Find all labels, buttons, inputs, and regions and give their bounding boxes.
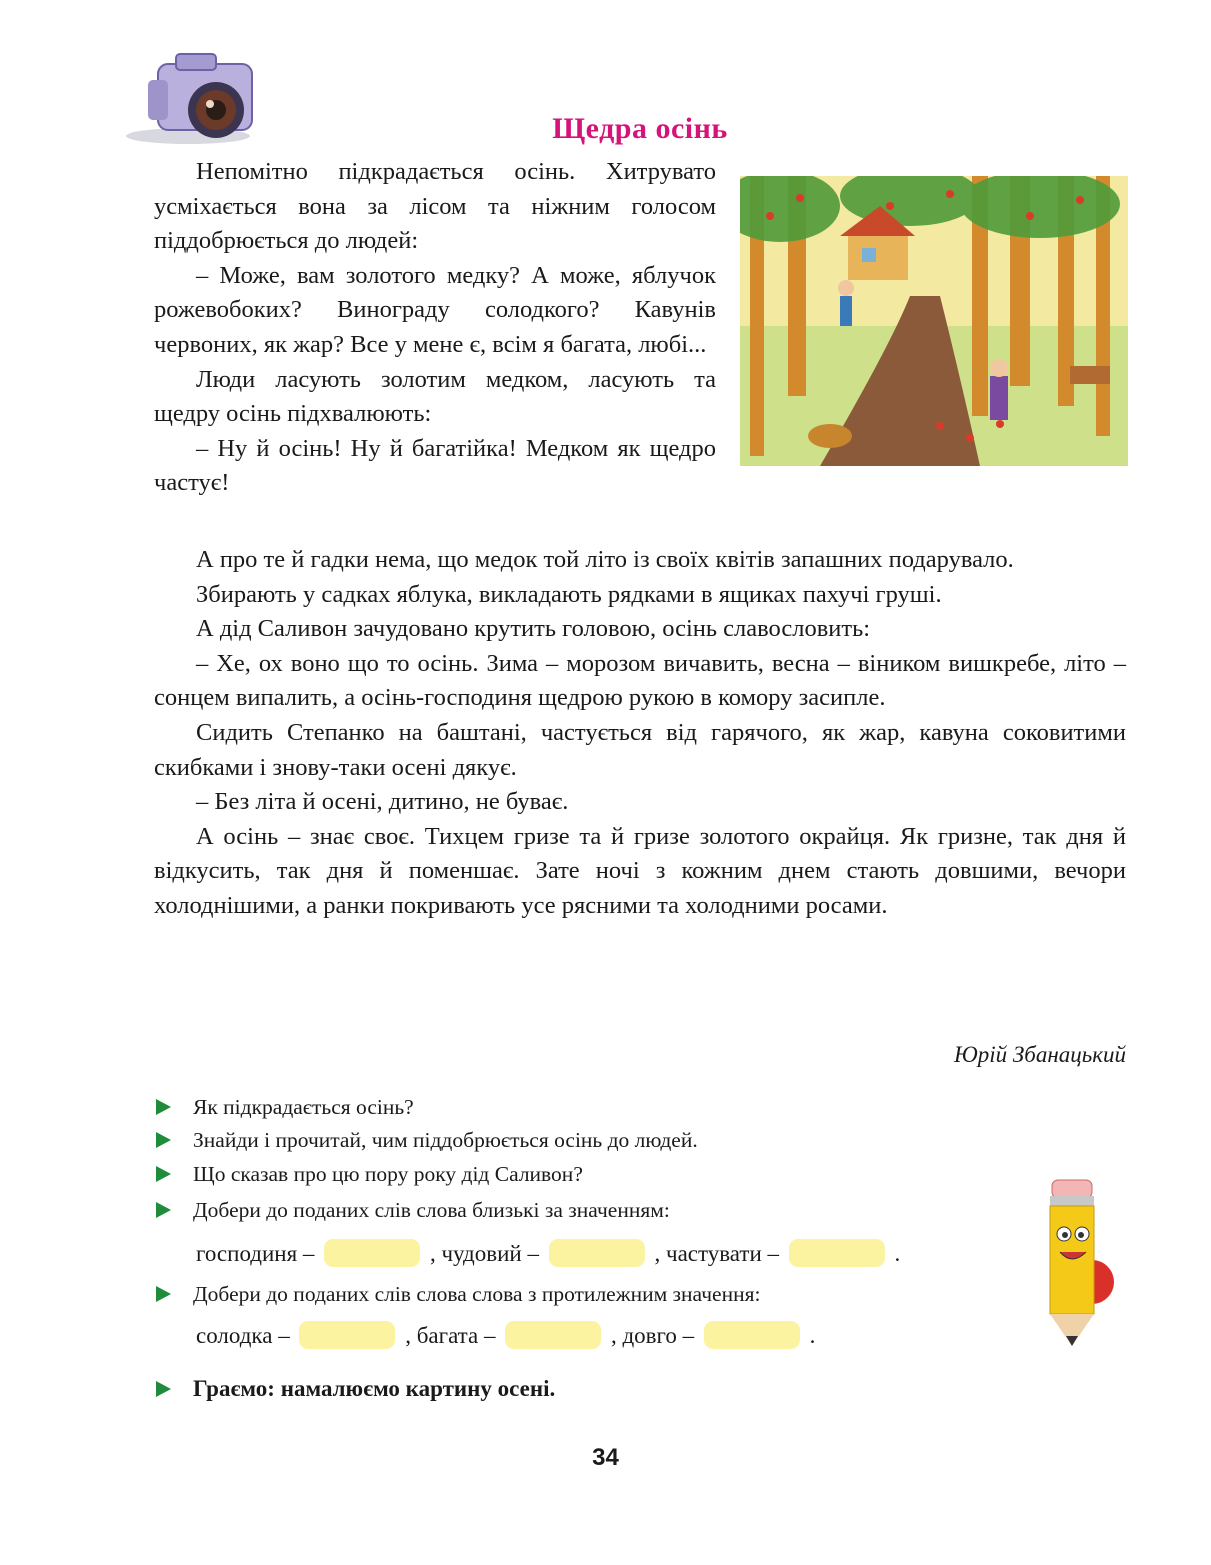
arrow-icon [156,1286,171,1302]
story-paragraph: А про те й гадки нема, що медок той літо із своїх квітів запашних подарувало. [196,546,1014,573]
arrow-icon [156,1381,171,1397]
question-item [156,1196,670,1224]
answer-blank[interactable] [789,1239,885,1267]
question-text: Як підкрадається осінь? [193,1095,414,1119]
arrow-icon [156,1099,171,1115]
answer-blank[interactable] [299,1321,395,1349]
story-paragraph: Збирають у садках яблука, викладають рядками в ящиках пахучі груші. [196,580,942,608]
answer-blank[interactable] [704,1321,800,1349]
autumn-garden-illustration [740,176,1128,466]
question-text: Що сказав про цю пору року дід Саливон? [193,1162,583,1186]
word-label: солодка – [196,1323,290,1348]
story-paragraph: Люди ласують золотим медком, ласують та щедру осінь підхвалюють: [154,365,716,428]
answer-blank[interactable] [549,1239,645,1267]
story-text-narrow [154,155,716,501]
arrow-icon [156,1202,171,1218]
story-paragraph: – Хе, ох воно що то осінь. Зима – морозом вичавить, весна – віником вишкребе, літо – сонцем випалить, а осінь-господиня щедрою рукою в комору засипле. [154,649,1126,712]
question-item [156,1093,414,1121]
word-label: , довго – [610,1323,695,1348]
story-paragraph: А дід Саливон зачудовано крутить головою, осінь славословить: [196,615,871,643]
story-paragraph: – Може, вам золотого медку? А може, яблучок рожевобоких? Винограду солодкого? Кавунів червоних, як жар? Все у мене є, всім я багата, любі... [154,261,716,358]
word-label: . [809,1323,816,1348]
question-item [156,1126,698,1154]
page-number: 34 [592,1444,619,1471]
camera-icon [118,50,268,148]
question-text: Добери до поданих слів слова близькі за значенням: [193,1198,670,1222]
word-label: , чудовий – [429,1241,539,1266]
pencil-mascot-icon [1030,1178,1114,1350]
synonyms-row [196,1239,900,1267]
arrow-icon [156,1132,171,1148]
story-paragraph: Непомітно підкрадається осінь. Хитрувато усміхається вона за лісом та ніжним голосом піддобрюється до людей: [154,158,716,255]
question-text: Добери до поданих слів слова слова з протилежним значення: [193,1282,761,1306]
antonyms-row [196,1321,815,1349]
answer-blank[interactable] [324,1239,420,1267]
word-label: , багата – [405,1323,496,1348]
page-title: Щедра осінь [552,112,728,145]
word-label: , частувати – [654,1241,780,1266]
story-paragraph: – Ну й осінь! Ну й багатійка! Медком як щедро частує! [154,434,716,497]
answer-blank[interactable] [505,1321,601,1349]
question-item [156,1280,760,1308]
game-text: Граємо: намалюємо картину осені. [193,1376,556,1401]
word-label: господиня – [196,1241,315,1266]
arrow-icon [156,1166,171,1182]
story-text-wide [154,543,1126,924]
story-paragraph: А осінь – знає своє. Тихцем гризе та й гризе золотого окрайця. Як гризне, так дня й відкусить, так дня й поменшає. Зате ночі з кожним днем стають довшими, вечори холоднішими, а ранки покривають усе рясними та холодними росами. [154,822,1126,919]
game-task [156,1376,555,1402]
question-text: Знайди і прочитай, чим піддобрюється осінь до людей. [193,1128,698,1152]
story-paragraph: – Без літа й осені, дитино, не буває. [196,788,569,816]
story-paragraph: Сидить Степанко на баштані, частується від гарячого, як жар, кавуна соковитими скибками і знову-таки осені дякує. [154,718,1126,781]
question-item [156,1160,583,1188]
author-name: Юрій Збанацький [954,1042,1126,1067]
word-label: . [894,1241,901,1266]
